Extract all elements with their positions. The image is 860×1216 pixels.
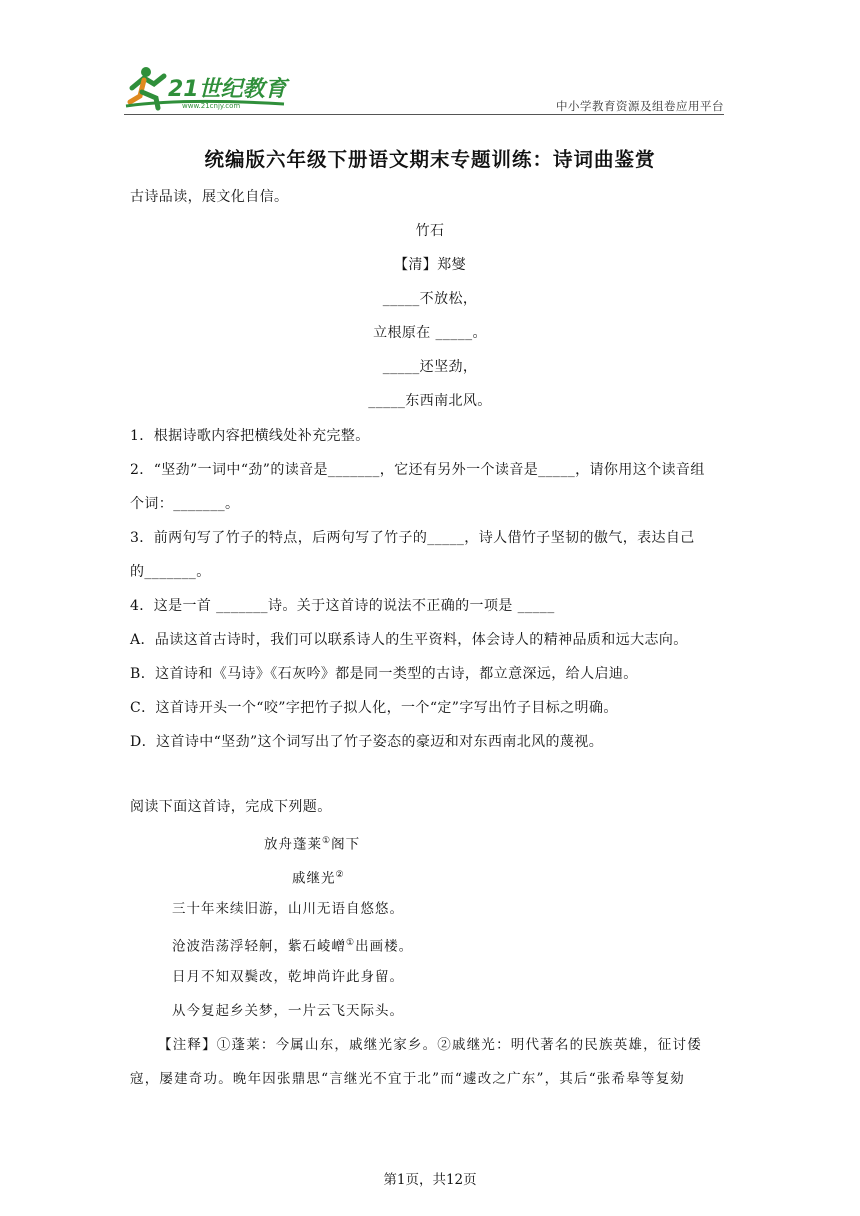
platform-name: 中小学教育资源及组卷应用平台 [556,99,724,113]
annotation-line: 寇，屡建奇功。晚年因张鼎思“言继光不宜于北”而“遽改之广东”，其后“张希皋等复劾 [130,1071,686,1087]
poem1-author: 【清】郑燮 [394,257,466,273]
logo-text: 21世纪教育 [168,77,287,102]
page-header [124,62,724,116]
page-number: 第1页，共12页 [383,1172,477,1188]
poem1-line: 立根原在 _____。 [373,325,487,341]
poem1-line: _____东西南北风。 [368,393,492,409]
option-a: A．品读这首古诗时，我们可以联系诗人的生平资料，体会诗人的精神品质和远大志向。 [130,632,688,648]
question-line: 3．前两句写了竹子的特点，后两句写了竹子的_____，诗人借竹子坚韧的傲气，表达自己 [130,530,695,546]
annotation-line: 【注释】①蓬莱：今属山东，戚继光家乡。②戚继光：明代著名的民族英雄，征讨倭 [158,1037,702,1053]
logo [124,62,294,112]
question-line: 个词：_______。 [130,496,240,512]
option-d: D．这首诗中“坚劲”这个词写出了竹子姿态的豪迈和对东西南北风的蔑视。 [130,734,604,750]
poem2-author: 戚继光② [292,870,345,887]
question-line: 4．这是一首 _______诗。关于这首诗的说法不正确的一项是 _____ [130,598,555,614]
option-c: C．这首诗开头一个“咬”字把竹子拟人化，一个“定”字写出竹子目标之明确。 [130,700,618,716]
poem2-line: 三十年来续旧游，山川无语自悠悠。 [172,901,404,917]
poem1-line: _____还坚劲， [382,359,478,375]
poem2-line: 沧波浩荡浮轻舸，紫石崚嶒①出画楼。 [172,938,414,955]
poem1-title: 竹石 [415,223,445,239]
logo-url: www.21cnjy.com [182,102,241,110]
question-line: 的_______。 [130,564,211,580]
question-line: 1．根据诗歌内容把横线处补充完整。 [130,428,370,444]
page-title: 统编版六年级下册语文期末专题训练：诗词曲鉴赏 [204,148,656,171]
runner-logo-icon [124,62,294,112]
section2-intro: 阅读下面这首诗，完成下列题。 [130,799,332,815]
section1-intro: 古诗品读，展文化自信。 [130,189,289,205]
poem2-line: 从今复起乡关梦，一片云飞天际头。 [172,1003,404,1019]
poem2-title: 放舟蓬莱①阁下 [264,836,361,853]
header-divider [124,114,724,115]
poem1-line: _____不放松， [382,291,478,307]
question-line: 2．“坚劲”一词中“劲”的读音是_______，它还有另外一个读音是_____，请你用这个读音组 [130,462,705,478]
poem2-line: 日月不知双鬓改，乾坤尚许此身留。 [172,969,404,985]
option-b: B．这首诗和《马诗》《石灰吟》都是同一类型的古诗，都立意深远，给人启迪。 [130,666,638,682]
